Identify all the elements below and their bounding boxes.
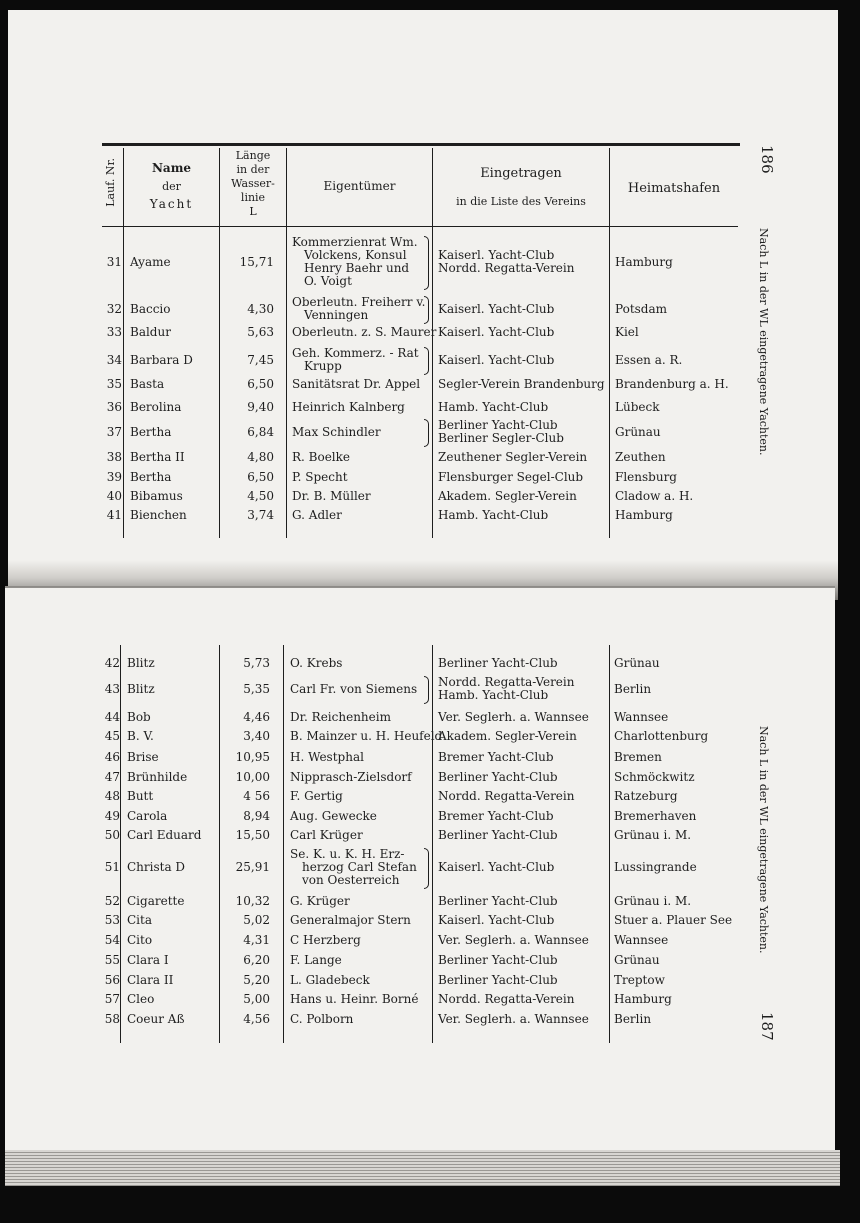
home-port: Wannsee [614, 710, 669, 724]
owner-name: Dr. B. Müller [292, 489, 371, 503]
club-name: Berliner Yacht-Club [438, 828, 558, 842]
row-number: 50 [104, 828, 120, 842]
club-name: Hamb. Yacht-Club [438, 688, 549, 702]
row-number: 43 [104, 681, 120, 696]
waterline-length: 8,94 [243, 809, 270, 823]
grouping-brace [424, 419, 429, 447]
column-line [120, 645, 121, 1043]
page-number-bottom: 187 [758, 1012, 776, 1041]
home-port: Bremen [614, 750, 662, 764]
club-name: Zeuthener Segler-Verein [438, 450, 588, 464]
owner-name: von Oesterreich [302, 873, 400, 887]
owner-name: Volckens, Konsul [304, 248, 407, 262]
column-line [283, 645, 284, 1043]
club-name: Kaiserl. Yacht-Club [438, 301, 555, 316]
row-number: 41 [106, 508, 122, 522]
club-name: Kaiserl. Yacht-Club [438, 913, 555, 927]
yacht-name: Basta [130, 377, 165, 391]
waterline-length: 15,71 [239, 254, 274, 269]
owner-name: Krupp [304, 359, 342, 373]
owner-name: H. Westphal [290, 750, 364, 764]
club-name: Nordd. Regatta-Verein [438, 261, 575, 275]
running-head-top: Nach L in der WL eingetragene Yachten. [757, 228, 770, 456]
yacht-name: Baldur [130, 325, 171, 339]
home-port: Charlottenburg [614, 729, 709, 743]
club-name: Segler-Verein Brandenburg [438, 377, 605, 391]
top-rule [102, 143, 740, 146]
waterline-length: 4,46 [243, 710, 270, 724]
club-name: Kaiserl. Yacht-Club [438, 352, 555, 367]
owner-name: O. Krebs [290, 656, 343, 670]
row-number: 51 [104, 860, 120, 874]
yacht-name: Bertha [130, 470, 172, 484]
club-name: Ver. Seglerh. a. Wannsee [438, 710, 589, 724]
yacht-name: Cito [127, 933, 153, 947]
home-port: Potsdam [615, 301, 668, 316]
club-name: Bremer Yacht-Club [438, 809, 554, 823]
club-name: Berliner Yacht-Club [438, 973, 558, 987]
club-name: Flensburger Segel-Club [438, 470, 584, 484]
row-number: 31 [106, 254, 122, 269]
waterline-length: 10,00 [235, 770, 270, 784]
waterline-length: 3,74 [247, 508, 274, 522]
home-port: Berlin [614, 1012, 652, 1026]
yacht-name: Baccio [130, 301, 171, 316]
club-name: Berliner Yacht-Club [438, 953, 558, 967]
home-port: Zeuthen [615, 450, 666, 464]
grouping-brace [424, 347, 429, 375]
owner-name: G. Krüger [290, 894, 350, 908]
yacht-name: Christa D [127, 860, 186, 874]
row-number: 55 [104, 953, 120, 967]
row-number: 52 [104, 894, 120, 908]
grouping-brace [424, 296, 429, 324]
row-number: 56 [104, 973, 120, 987]
home-port: Bremerhaven [614, 809, 697, 823]
column-line [219, 645, 220, 1043]
owner-name: Heinrich Kalnberg [292, 400, 405, 414]
home-port: Hamburg [614, 992, 672, 1006]
yacht-name: Bob [127, 710, 151, 724]
home-port: Kiel [615, 325, 639, 339]
yacht-name: Barbara D [130, 352, 193, 367]
home-port: Grünau [614, 656, 660, 670]
owner-name: Kommerzienrat Wm. [292, 235, 418, 249]
owner-name: Aug. Gewecke [290, 809, 377, 823]
yacht-name: Brünhilde [127, 770, 188, 784]
row-number: 34 [106, 352, 122, 367]
owner-name: Henry Baehr und [304, 261, 410, 275]
owner-name: F. Gertig [290, 789, 343, 803]
waterline-length: 4,56 [243, 1012, 270, 1026]
club-name: Bremer Yacht-Club [438, 750, 554, 764]
header-owner: Eigentümer [323, 179, 396, 193]
waterline-length: 4,80 [247, 450, 274, 464]
owner-name: F. Lange [290, 953, 342, 967]
yacht-name: B. V. [127, 729, 154, 743]
club-name: Akadem. Segler-Verein [438, 489, 577, 503]
owner-name: O. Voigt [304, 274, 352, 288]
waterline-length: 5,63 [247, 325, 274, 339]
waterline-length: 5,02 [243, 913, 270, 927]
row-number: 37 [106, 424, 122, 439]
header-length-4: linie [240, 191, 266, 204]
yacht-name: Butt [127, 789, 154, 803]
header-name-2: der [162, 180, 181, 193]
grouping-brace [424, 236, 429, 290]
owner-name: Carl Fr. von Siemens [290, 681, 418, 696]
waterline-length: 7,45 [247, 352, 274, 367]
row-number: 35 [106, 377, 122, 391]
waterline-length: 4,30 [247, 301, 274, 316]
row-number: 40 [106, 489, 122, 503]
yacht-name: Bertha II [130, 450, 185, 464]
club-name: Nordd. Regatta-Verein [438, 992, 575, 1006]
header-rule [102, 226, 738, 227]
yacht-name: Cleo [127, 992, 155, 1006]
owner-name: C. Polborn [290, 1012, 354, 1026]
row-number: 32 [106, 301, 122, 316]
owner-name: Dr. Reichenheim [290, 710, 391, 724]
home-port: Brandenburg a. H. [615, 377, 729, 391]
owner-name: R. Boelke [292, 450, 351, 464]
row-number: 48 [104, 789, 120, 803]
waterline-length: 4,31 [243, 933, 270, 947]
waterline-length: 6,20 [243, 953, 270, 967]
club-name: Hamb. Yacht-Club [438, 508, 549, 522]
owner-name: Hans u. Heinr. Borné [290, 992, 419, 1006]
row-number: 39 [106, 470, 122, 484]
bottom-page [5, 588, 835, 1166]
header-length-3: Wasser- [231, 177, 275, 190]
header-registered-1: Eingetragen [480, 166, 562, 181]
owner-name: Se. K. u. K. H. Erz- [290, 847, 405, 861]
grouping-brace [424, 676, 429, 704]
owner-name: Generalmajor Stern [290, 913, 411, 927]
running-head-bottom: Nach L in der WL eingetragene Yachten. [757, 726, 770, 954]
club-name: Berliner Yacht-Club [438, 418, 558, 432]
yacht-name: Carl Eduard [127, 828, 202, 842]
owner-name: herzog Carl Stefan [302, 860, 417, 874]
row-number: 58 [104, 1012, 120, 1026]
owner-name: L. Gladebeck [290, 973, 370, 987]
yacht-name: Cita [127, 913, 152, 927]
home-port: Ratzeburg [614, 789, 678, 803]
owner-name: C Herzberg [290, 933, 361, 947]
row-number: 54 [104, 933, 120, 947]
home-port: Schmöckwitz [614, 770, 695, 784]
header-name-1: Name [151, 161, 192, 175]
row-number: 45 [104, 729, 120, 743]
waterline-length: 9,40 [247, 400, 274, 414]
home-port: Flensburg [615, 470, 677, 484]
waterline-length: 6,84 [247, 424, 274, 439]
yacht-name: Blitz [127, 681, 155, 696]
club-name: Berliner Yacht-Club [438, 894, 558, 908]
yacht-name: Coeur Aß [127, 1012, 185, 1026]
row-number: 33 [106, 325, 122, 339]
owner-name: Geh. Kommerz. - Rat [292, 346, 419, 360]
book-page-edges [5, 1150, 840, 1186]
header-home-port: Heimatshafen [627, 181, 721, 196]
waterline-length: 6,50 [247, 377, 274, 391]
owner-name: Oberleutn. Freiherr v. [292, 295, 426, 309]
owner-name: Sanitätsrat Dr. Appel [292, 377, 421, 391]
column-line [432, 645, 433, 1043]
owner-name: Oberleutn. z. S. Maurer [292, 325, 437, 339]
waterline-length: 10,95 [235, 750, 270, 764]
club-name: Ver. Seglerh. a. Wannsee [438, 1012, 589, 1026]
waterline-length: 6,50 [247, 470, 274, 484]
home-port: Cladow a. H. [615, 489, 694, 503]
owner-name: G. Adler [292, 508, 342, 522]
header-lauf-nr: Lauf. Nr. [104, 158, 117, 207]
column-line [286, 148, 287, 538]
home-port: Grünau i. M. [614, 828, 692, 842]
column-line [609, 645, 610, 1043]
yacht-name: Clara II [127, 973, 174, 987]
home-port: Berlin [614, 681, 652, 696]
club-name: Ver. Seglerh. a. Wannsee [438, 933, 589, 947]
waterline-length: 5,35 [243, 681, 270, 696]
owner-name: Venningen [304, 308, 369, 322]
club-name: Kaiserl. Yacht-Club [438, 860, 555, 874]
yacht-name: Brise [127, 750, 159, 764]
home-port: Lussingrande [614, 860, 697, 874]
waterline-length: 3,40 [243, 729, 270, 743]
waterline-length: 25,91 [235, 860, 270, 874]
waterline-length: 5,20 [243, 973, 270, 987]
home-port: Stuer a. Plauer See [614, 913, 733, 927]
owner-name: Max Schindler [292, 424, 381, 439]
waterline-length: 10,32 [235, 894, 270, 908]
grouping-brace [424, 848, 429, 889]
owner-name: B. Mainzer u. H. Heufeld [290, 729, 443, 743]
home-port: Grünau i. M. [614, 894, 692, 908]
header-registered-2: in die Liste des Vereins [456, 195, 586, 208]
yacht-name: Bertha [130, 424, 172, 439]
club-name: Hamb. Yacht-Club [438, 400, 549, 414]
owner-name: Carl Krüger [290, 828, 363, 842]
club-name: Nordd. Regatta-Verein [438, 675, 575, 689]
home-port: Wannsee [614, 933, 669, 947]
waterline-length: 5,73 [243, 656, 270, 670]
row-number: 46 [104, 750, 120, 764]
row-number: 57 [104, 992, 120, 1006]
row-number: 44 [104, 710, 120, 724]
row-number: 47 [104, 770, 120, 784]
page-number-top: 186 [758, 145, 776, 174]
club-name: Nordd. Regatta-Verein [438, 789, 575, 803]
waterline-length: 15,50 [235, 828, 270, 842]
club-name: Berliner Yacht-Club [438, 656, 558, 670]
club-name: Kaiserl. Yacht-Club [438, 325, 555, 339]
yacht-name: Cigarette [127, 894, 185, 908]
club-name: Berliner Yacht-Club [438, 770, 558, 784]
row-number: 36 [106, 400, 122, 414]
home-port: Hamburg [615, 508, 673, 522]
yacht-name: Carola [127, 809, 168, 823]
home-port: Grünau [615, 424, 661, 439]
home-port: Essen a. R. [615, 352, 683, 367]
yacht-name: Clara I [127, 953, 169, 967]
header-name-3: Yacht [149, 197, 194, 211]
row-number: 53 [104, 913, 120, 927]
header-length-2: in der [236, 163, 270, 176]
row-number: 42 [104, 656, 120, 670]
row-number: 49 [104, 809, 120, 823]
club-name: Akadem. Segler-Verein [438, 729, 577, 743]
home-port: Lübeck [615, 400, 660, 414]
column-line [609, 148, 610, 538]
header-length-5: L [249, 205, 257, 218]
owner-name: Nipprasch-Zielsdorf [290, 770, 412, 784]
waterline-length: 4,50 [247, 489, 274, 503]
home-port: Treptow [614, 973, 665, 987]
club-name: Berliner Segler-Club [438, 431, 564, 445]
yacht-name: Berolina [130, 400, 182, 414]
home-port: Grünau [614, 953, 660, 967]
home-port: Hamburg [615, 254, 673, 269]
waterline-length: 5,00 [243, 992, 270, 1006]
header-length-1: Länge [235, 149, 271, 162]
yacht-name: Bienchen [130, 508, 187, 522]
waterline-length: 4 56 [243, 789, 270, 803]
owner-name: P. Specht [292, 470, 348, 484]
yacht-name: Bibamus [130, 489, 183, 503]
yacht-name: Blitz [127, 656, 155, 670]
yacht-name: Ayame [130, 254, 171, 269]
row-number: 38 [106, 450, 122, 464]
club-name: Kaiserl. Yacht-Club [438, 248, 555, 262]
